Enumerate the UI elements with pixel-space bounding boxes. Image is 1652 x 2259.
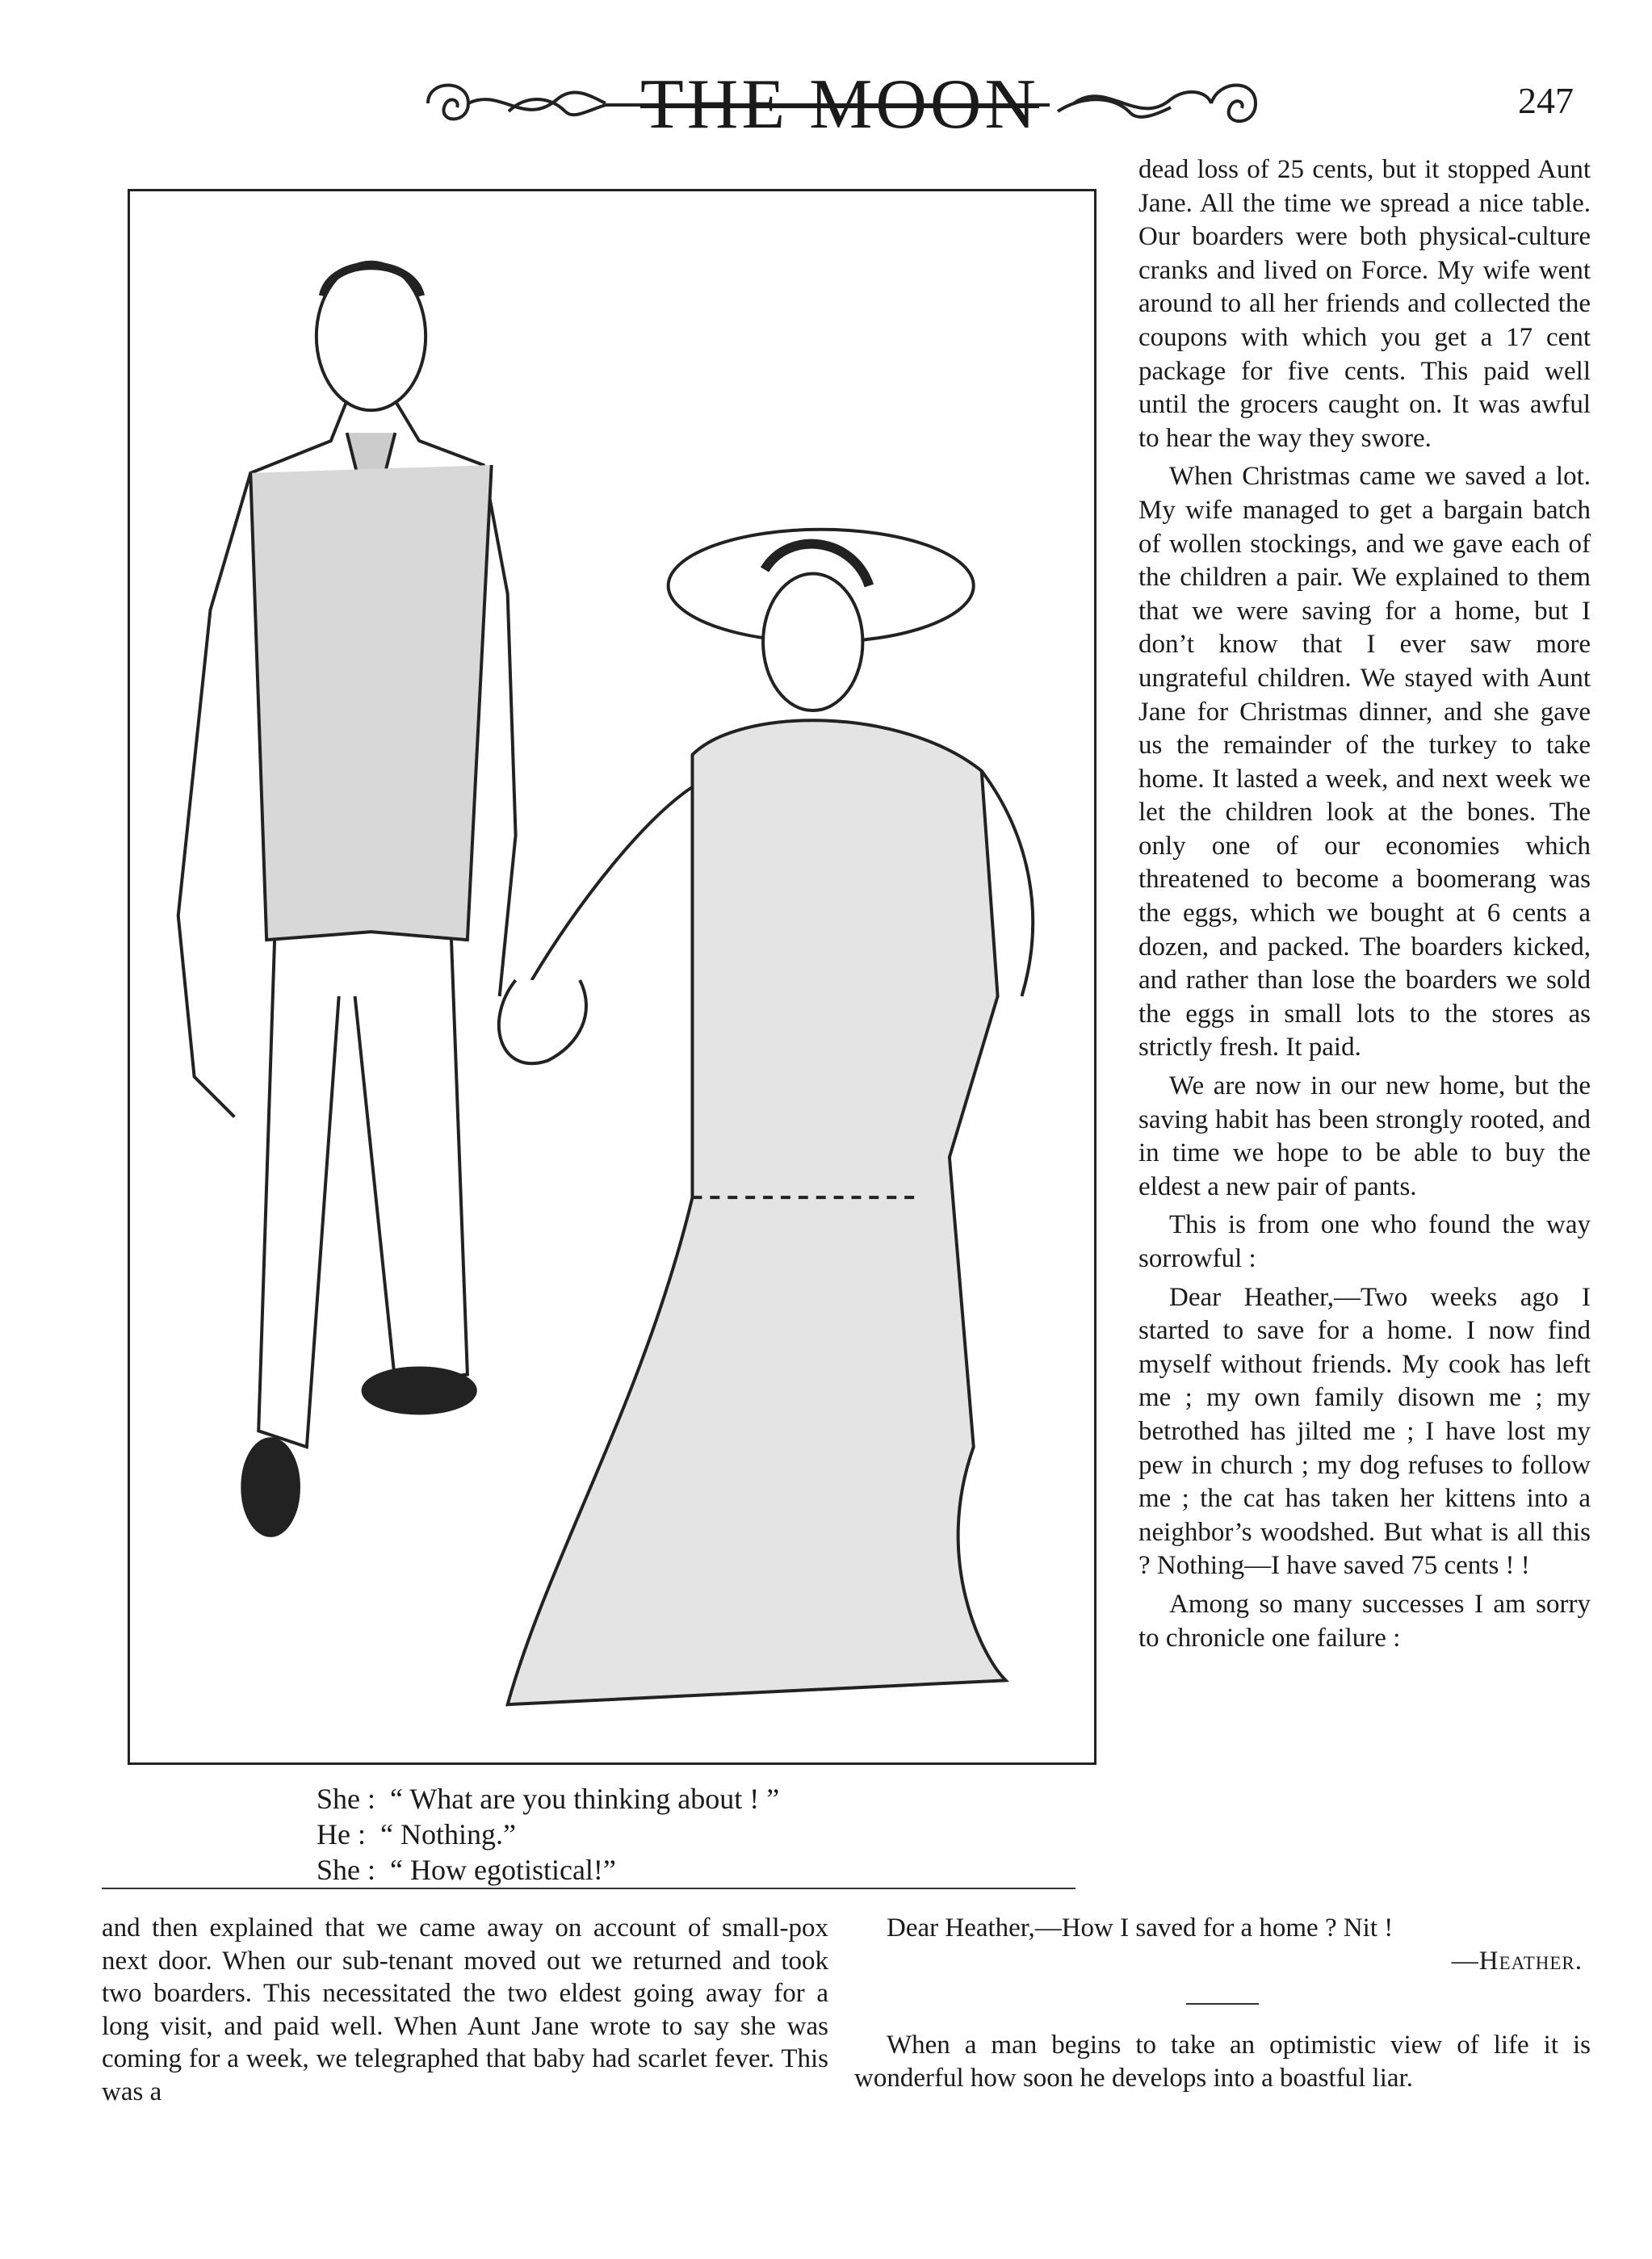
man-figure — [178, 262, 516, 1536]
woman-figure — [499, 530, 1033, 1705]
short-divider — [1186, 2003, 1259, 2005]
couple-sketch-illustration — [130, 191, 1094, 1762]
caption-line: She : “ How egotistical!” — [317, 1854, 616, 1886]
caption-line: She : “ What are you thinking about ! ” — [317, 1783, 780, 1815]
section-divider — [102, 1888, 1075, 1889]
left-column-text — [102, 1912, 828, 2108]
right-column-text — [1138, 153, 1591, 1655]
publication-title: THE MOON — [640, 65, 1039, 144]
closing-paragraph: When a man begins to take an optimistic view of life it is wonderful how soon he develops into a boastful liar. — [854, 2031, 1591, 2093]
paragraph: and then explained that we came away on account of small-pox next door. When our sub-tenant moved out we returned and took two boarders. This necessitated the two eldest going away for a long visit, and paid well. When Aunt Jane wrote to say she was coming for a week, we telegraphed that baby had scarlet fever. This was a — [102, 1913, 828, 2106]
masthead — [412, 63, 1268, 144]
illustration-frame — [128, 189, 1096, 1765]
paragraph: When Christmas came we saved a lot. My wife managed to get a bargain batch of wollen stockings, and we gave each of the children a pair. We explained to them that we were saving for a home, but I don’t know that I ever saw more ungrateful children. We stayed with Aunt Jane for Christmas dinner, and she gave us the remainder of the turkey to take home. It lasted a week, and next week we let the children look at the bones. The only one of our economies which threatened to become a boomerang was the eggs, which we bought at 6 cents a dozen, and packed. The boarders kicked, and rather than lose the boarders we sold the eggs in small lots to the stores as strictly fresh. It paid. — [1138, 462, 1591, 1062]
illustration-caption — [317, 1781, 779, 1888]
signature: —Heather. — [1451, 1946, 1583, 1976]
paragraph: This is from one who found the way sorrowful : — [1138, 1210, 1591, 1273]
middle-column-text — [854, 1912, 1591, 2094]
letter-text: Dear Heather,—How I saved for a home ? Nit ! — [887, 1913, 1394, 1943]
page-number: 247 — [1518, 80, 1574, 121]
caption-line: He : “ Nothing.” — [317, 1818, 516, 1850]
paragraph: dead loss of 25 cents, but it stopped Aunt Jane. All the time we spread a nice table. Our boarders were both physical-culture cranks and lived on Force. My wife went around to all her friends and collected the coupons with which you get a 17 cent package for five cents. This paid well until the grocers caught on. It was awful to hear the way they swore. — [1138, 155, 1591, 453]
paragraph: We are now in our new home, but the saving habit has been strongly rooted, and in time we hope to be able to buy the eldest a new pair of pants. — [1138, 1071, 1591, 1201]
paragraph: Dear Heather,—Two weeks ago I started to save for a home. I now find myself without friends. My cook has left me ; my own family disown me ; my betrothed has jilted me ; I have lost my pew in church ; my dog refuses to follow me ; the cat has taken her kittens into a neighbor’s woodshed. But what is all this ? Nothing—I have saved 75 cents ! ! — [1138, 1282, 1591, 1581]
paragraph: Among so many successes I am sorry to chronicle one failure : — [1138, 1589, 1591, 1653]
